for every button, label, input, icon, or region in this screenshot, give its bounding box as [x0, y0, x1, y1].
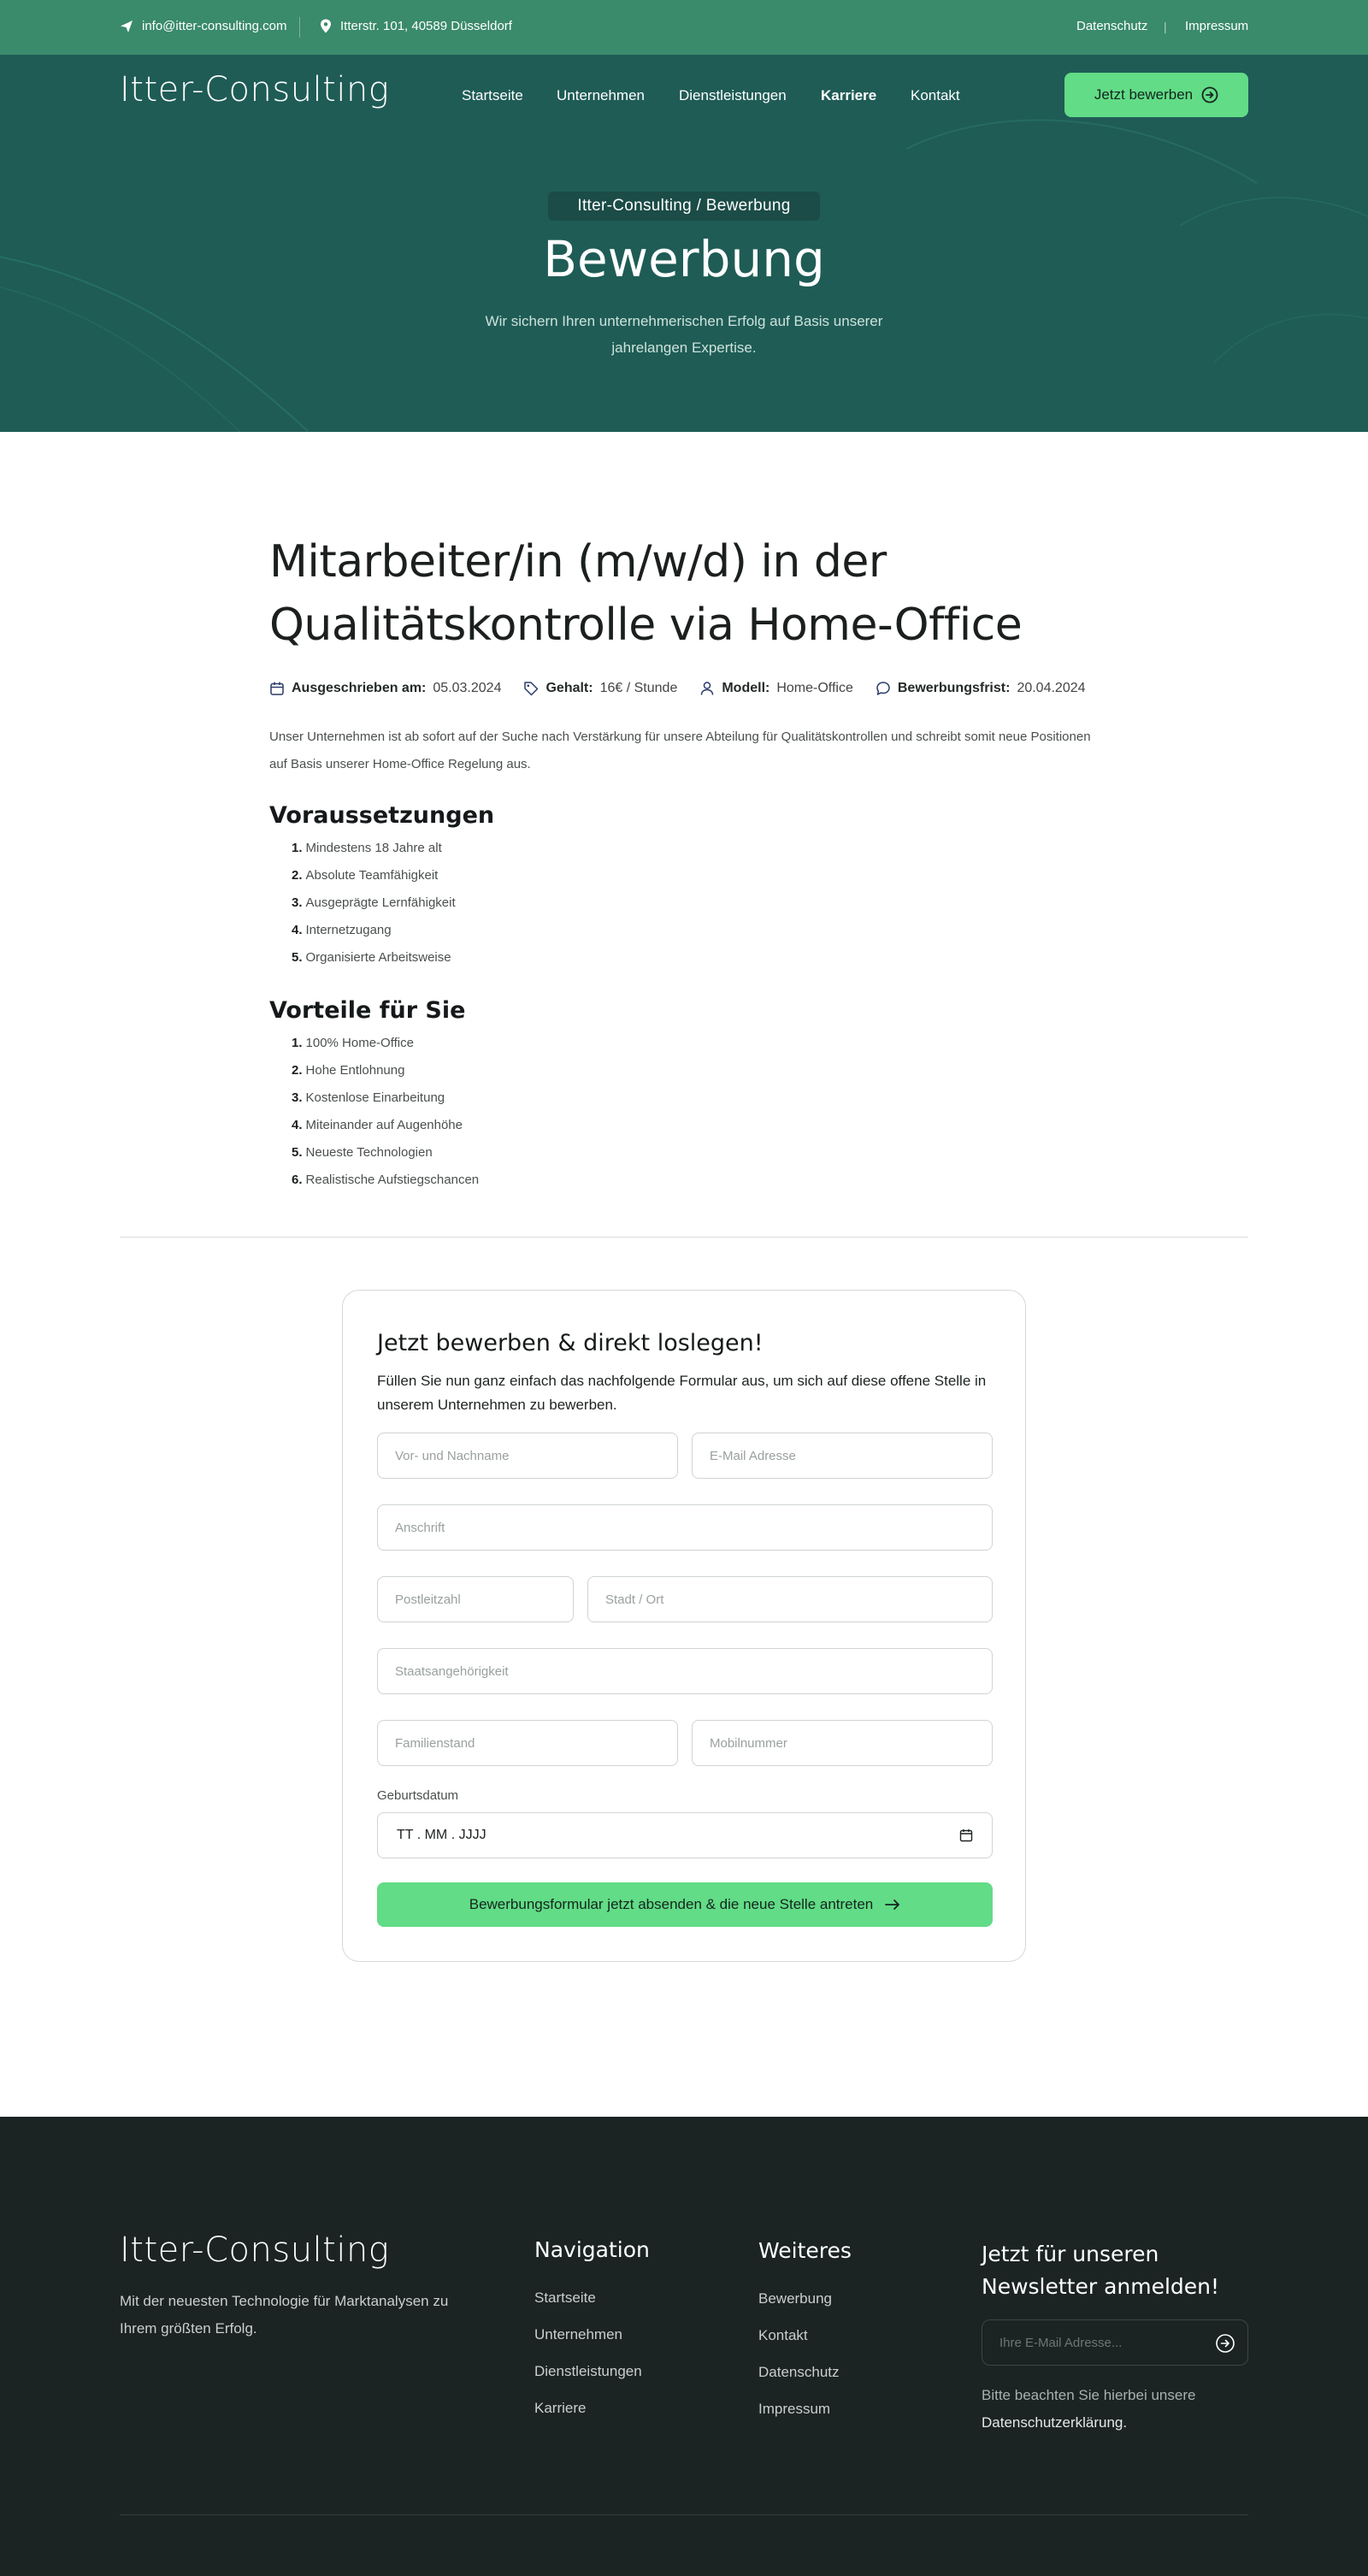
tag-icon: [523, 681, 539, 696]
nav-item-unternehmen[interactable]: Unternehmen: [557, 87, 646, 103]
footer-more-heading: Weiteres: [758, 2238, 852, 2263]
topbar-privacy-link[interactable]: Datenschutz: [1076, 19, 1148, 33]
section-divider: [120, 1237, 1248, 1238]
breadcrumb: Itter-Consulting / Bewerbung: [548, 192, 820, 221]
name-input[interactable]: [377, 1433, 678, 1479]
topbar-address-text: Itterstr. 101, 40589 Düsseldorf: [340, 19, 512, 33]
form-lead: Füllen Sie nun ganz einfach das nachfolgende Formular aus, um sich auf diese offene Stelle in unserem Unternehmen zu bewerben.: [377, 1373, 987, 1413]
footer-link-impressum[interactable]: Impressum: [758, 2401, 831, 2417]
list-item: 3. Ausgeprägte Lernfähigkeit: [292, 895, 456, 910]
list-item: 2. Hohe Entlohnung: [292, 1063, 405, 1078]
benefits-list: [292, 1030, 479, 1194]
topbar: [0, 0, 1368, 55]
meta-deadline: [876, 681, 1086, 696]
newsletter-note: [982, 2382, 1255, 2437]
meta-model-label: Modell:: [722, 681, 770, 695]
requirements-list: [292, 835, 456, 972]
list-item: 1. 100% Home-Office: [292, 1036, 414, 1050]
footer-link-dienstleistungen[interactable]: Dienstleistungen: [534, 2363, 642, 2379]
list-item: 4. Miteinander auf Augenhöhe: [292, 1118, 463, 1132]
list-item: 4. Internetzugang: [292, 923, 392, 937]
footer-logo[interactable]: Itter-Consulting: [120, 2230, 390, 2270]
footer-more-links: [758, 2290, 840, 2437]
arrow-right-icon: [885, 1899, 900, 1911]
user-icon: [699, 681, 715, 696]
birthdate-input[interactable]: [377, 1812, 993, 1858]
list-item: 2. Absolute Teamfähigkeit: [292, 868, 439, 883]
apply-now-label: Jetzt bewerben: [1094, 86, 1194, 103]
footer-link-kontakt[interactable]: Kontakt: [758, 2327, 808, 2343]
submit-application-button[interactable]: [377, 1882, 993, 1927]
job-title: Mitarbeiter/in (m/w/d) in der Qualitätskontrolle via Home-Office: [269, 536, 1023, 651]
meta-published-value: 05.03.2024: [433, 681, 502, 695]
footer-description: Mit der neuesten Technologie für Marktanalysen zu Ihrem größten Erfolg.: [120, 2293, 449, 2337]
job-meta: [269, 681, 1086, 696]
benefits-heading: Vorteile für Sie: [269, 997, 466, 1024]
footer-divider: [120, 2514, 1248, 2515]
nav-item-karriere[interactable]: Karriere: [821, 87, 877, 103]
map-pin-icon: [320, 19, 332, 33]
meta-salary-value: 16€ / Stunde: [599, 681, 678, 695]
footer-nav-links: [534, 2289, 642, 2437]
requirements-heading: Voraussetzungen: [269, 802, 495, 829]
chat-icon: [876, 681, 891, 696]
footer-link-unternehmen[interactable]: Unternehmen: [534, 2326, 623, 2343]
hero: [0, 55, 1368, 432]
apply-now-button[interactable]: [1064, 73, 1248, 117]
job-description: [269, 530, 1107, 1187]
send-icon: [120, 20, 133, 33]
calendar-icon: [269, 681, 285, 696]
form-title: Jetzt bewerben & direkt loslegen!: [377, 1330, 764, 1356]
footer-link-startseite[interactable]: Startseite: [534, 2289, 596, 2306]
newsletter-form: [982, 2319, 1248, 2366]
list-item: 6. Realistische Aufstiegschancen: [292, 1173, 480, 1187]
footer-link-datenschutz[interactable]: Datenschutz: [758, 2364, 840, 2380]
nav-item-dienstleistungen[interactable]: Dienstleistungen: [679, 87, 787, 103]
address-input[interactable]: [377, 1504, 993, 1551]
city-input[interactable]: [587, 1576, 993, 1622]
topbar-email[interactable]: [120, 19, 286, 33]
zip-input[interactable]: [377, 1576, 574, 1622]
topbar-legal-separator: |: [1164, 20, 1167, 33]
mobile-input[interactable]: [692, 1720, 993, 1766]
meta-salary-label: Gehalt:: [545, 681, 593, 695]
page-title: Bewerbung: [543, 230, 825, 288]
footer-nav-heading: Navigation: [534, 2237, 650, 2262]
birthdate-value: TT . MM . JJJJ: [397, 1828, 486, 1842]
meta-published-label: Ausgeschrieben am:: [292, 681, 427, 695]
newsletter-email-input[interactable]: [999, 2320, 1205, 2365]
topbar-address: [320, 19, 512, 33]
topbar-separator: [299, 17, 300, 38]
list-item: 5. Organisierte Arbeitsweise: [292, 950, 451, 965]
list-item: 3. Kostenlose Einarbeitung: [292, 1090, 445, 1105]
topbar-imprint-link[interactable]: Impressum: [1185, 19, 1249, 33]
nav-item-kontakt[interactable]: Kontakt: [911, 87, 960, 103]
meta-deadline-label: Bewerbungsfrist:: [897, 681, 1011, 695]
header-logo[interactable]: Itter-Consulting: [120, 70, 390, 109]
footer-link-karriere[interactable]: Karriere: [534, 2400, 587, 2416]
birthdate-label: Geburtsdatum: [377, 1788, 459, 1803]
meta-model-value: Home-Office: [776, 681, 853, 695]
topbar-email-text: info@itter-consulting.com: [142, 19, 287, 33]
hero-subtitle: Wir sichern Ihren unternehmerischen Erfolg auf Basis unserer jahrelangen Expertise.: [485, 313, 883, 356]
submit-label: Bewerbungsformular jetzt absenden & die neue Stelle antreten: [469, 1896, 874, 1912]
privacy-policy-link[interactable]: Datenschutzerklärung.: [982, 2414, 1128, 2431]
list-item: 1. Mindestens 18 Jahre alt: [292, 841, 442, 855]
job-intro: Unser Unternehmen ist ab sofort auf der Suche nach Verstärkung für unsere Abteilung für Qualitätskontrollen und schreibt somit neue Positionen auf Basis unserer Home-Office Regelung aus.: [269, 730, 1091, 771]
email-input[interactable]: [692, 1433, 993, 1479]
footer: [0, 2117, 1368, 2576]
nationality-input[interactable]: [377, 1648, 993, 1694]
marital-status-input[interactable]: [377, 1720, 678, 1766]
arrow-circle-right-icon: [1201, 86, 1218, 103]
meta-deadline-value: 20.04.2024: [1017, 681, 1086, 695]
nav-item-startseite[interactable]: Startseite: [462, 87, 523, 103]
newsletter-note-text: Bitte beachten Sie hierbei unsere: [982, 2387, 1196, 2403]
meta-salary: [523, 681, 677, 696]
footer-link-bewerbung[interactable]: Bewerbung: [758, 2290, 833, 2307]
application-form: [342, 1290, 1026, 1962]
meta-published: [269, 681, 501, 696]
list-item: 5. Neueste Technologien: [292, 1145, 433, 1160]
newsletter-title: Jetzt für unseren Newsletter anmelden!: [982, 2242, 1220, 2299]
calendar-icon[interactable]: [959, 1829, 973, 1842]
arrow-circle-right-icon[interactable]: [1215, 2333, 1235, 2354]
meta-model: [699, 681, 853, 696]
